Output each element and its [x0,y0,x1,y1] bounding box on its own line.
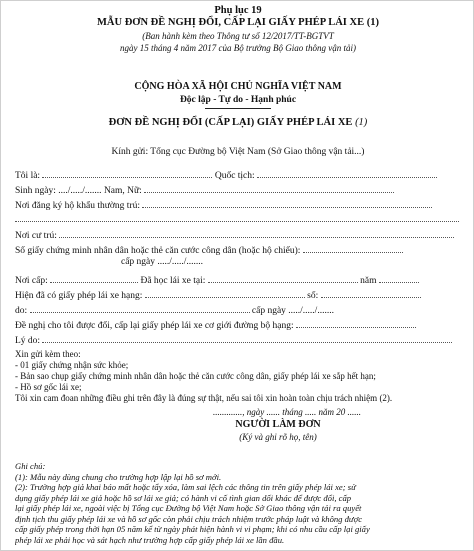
attachment-id-copy: - Bản sao chụp giấy chứng minh nhân dân hoặc thẻ căn cước công dân, giấy phép lái xe sắp hết hạn; [15,371,376,381]
dob-field[interactable]: ..../...../....... [58,186,102,196]
training-year-field[interactable] [379,272,419,283]
attachment-health-cert: - 01 giấy chứng nhận sức khỏe; [15,360,129,370]
dob-line [15,182,394,196]
attachment-original-file: - Hồ sơ gốc lái xe; [15,382,82,392]
id-number-field[interactable] [303,242,403,253]
trained-at-label: Đã học lái xe tại: [140,276,206,286]
id-label: Số giấy chứng minh nhân dân hoặc thẻ căn cước công dân (hoặc hộ chiếu): [15,246,301,256]
license-issuer-line [15,302,334,316]
pledge-text: Tôi xin cam đoan những điều ghi trên đây là đúng sự thật, nếu sai tôi xin hoàn toàn chịu trách nhiệm [15,393,378,403]
id-issued-on-label: cấp ngày [121,257,156,267]
issued-note-line1: (Ban hành kèm theo Thông tư số 12/2017/TT-BGTVT [142,31,334,41]
gender-field[interactable] [144,182,394,193]
request-class-field[interactable] [296,317,416,328]
request-line [15,317,416,331]
issued-place-label: Nơi cấp: [15,276,48,286]
attachments-label: Xin gửi kèm theo: [15,349,81,359]
residence-label: Nơi đăng ký hộ khẩu thường trú: [15,201,140,211]
document-title-text: ĐƠN ĐỀ NGHỊ ĐỔI (CẤP LẠI) GIẤY PHÉP LÁI XE [108,117,353,128]
national-motto: Độc lập - Tự do - Hạnh phúc [179,95,297,105]
residence-field[interactable] [142,197,432,208]
note-line: phép lái xe phải học và sát hạch như trường hợp cấp giấy phép lái xe lần đầu. [15,534,285,545]
republic-heading: CỘNG HÒA XÃ HỘI CHỦ NGHĨA VIỆT NAM [134,81,342,92]
issued-note-line2: ngày 15 tháng 4 năm 2017 của Bộ trưởng Bộ Giao thông vận tải) [120,43,356,53]
recipient-line: Kính gửi: Tổng cục Đường bộ Việt Nam (Sở Giao thông vận tải...) [111,147,365,157]
id-line [15,242,403,256]
license-class-field[interactable] [145,287,305,298]
signer-title: NGƯỜI LÀM ĐƠN [235,419,321,430]
residence-continuation [15,211,459,225]
current-address-line [15,227,454,241]
appendix-label: Phụ lục 19 [214,5,262,16]
id-issue-line [121,257,203,267]
id-issued-date-field[interactable]: ...../...../....... [157,257,204,267]
nationality-field[interactable] [257,167,437,178]
issued-place-field[interactable] [50,272,138,283]
pledge-line [15,393,392,403]
trained-at-field[interactable] [208,272,358,283]
document-title-note: (1) [355,117,368,128]
license-line [15,287,421,301]
license-number-field[interactable] [321,287,421,298]
dob-label: Sinh ngày: [15,186,56,196]
pledge-note: (2). [379,393,393,403]
note-line: định tịch thu giấy phép lái xe và hồ sơ gốc còn phải chịu trách nhiệm trước pháp luật và không được [15,513,363,524]
current-address-field[interactable] [59,227,454,238]
note-line: (2): Trường hợp giả khai báo mất hoặc tẩy xóa, làm sai lệch các thông tin trên giấy phép lái xe; sử [15,482,356,492]
issue-place-line [15,272,419,286]
reason-field[interactable] [42,332,452,343]
note-line: (1): Mẫu này dùng chung cho trường hợp lập lại hồ sơ mới. [15,471,222,482]
license-date-field[interactable]: ...../...../....... [288,306,334,316]
reason-label: Lý do: [15,336,41,346]
gender-label: Nam, Nữ: [103,186,142,196]
name-line [15,167,437,181]
name-label: Tôi là: [15,171,41,181]
document-title [1,117,474,128]
signature-date-line: ............., ngày ...... tháng ..... năm 20 ...... [213,407,361,417]
license-number-label: số: [307,291,319,301]
notes-heading: Ghi chú: [15,461,46,471]
motto-underline [205,108,271,109]
name-field[interactable] [42,167,212,178]
nationality-label: Quốc tịch: [214,171,255,181]
signature-instruction: (Ký và ghi rõ họ, tên) [239,432,317,442]
residence-field-continued[interactable] [15,211,459,222]
current-address-label: Nơi cư trú: [15,231,57,241]
license-issuer-label: do: [15,306,28,316]
license-date-label: cấp ngày [251,306,286,316]
training-year-label: năm [360,276,377,286]
residence-line [15,197,432,211]
reason-line [15,332,452,346]
notes-section [15,461,461,545]
note-line: dụng giấy phép lái xe giả hoặc hồ sơ lái xe giả; có hành vi cố tình gian dối khác để được đổi, cấp [15,492,352,503]
license-class-label: Hiện đã có giấy phép lái xe hạng: [15,291,143,301]
license-issuer-field[interactable] [30,302,250,313]
note-line: cấp giấy phép trong thời hạn 05 năm kể từ ngày phát hiện hành vi vi phạm; khi có nhu cầu cấp lại giấy [15,524,370,534]
note-line: lại giấy phép lái xe, ngoài việc bị Tổng cục Đường bộ Việt Nam hoặc Sở Giao thông vận tải ra quyết [15,503,362,513]
form-title: MẪU ĐƠN ĐỀ NGHỊ ĐỔI, CẤP LẠI GIẤY PHÉP LÁI XE (1) [97,17,379,28]
request-label: Đề nghị cho tôi được đổi, cấp lại giấy phép lái xe cơ giới đường bộ hạng: [15,321,294,331]
